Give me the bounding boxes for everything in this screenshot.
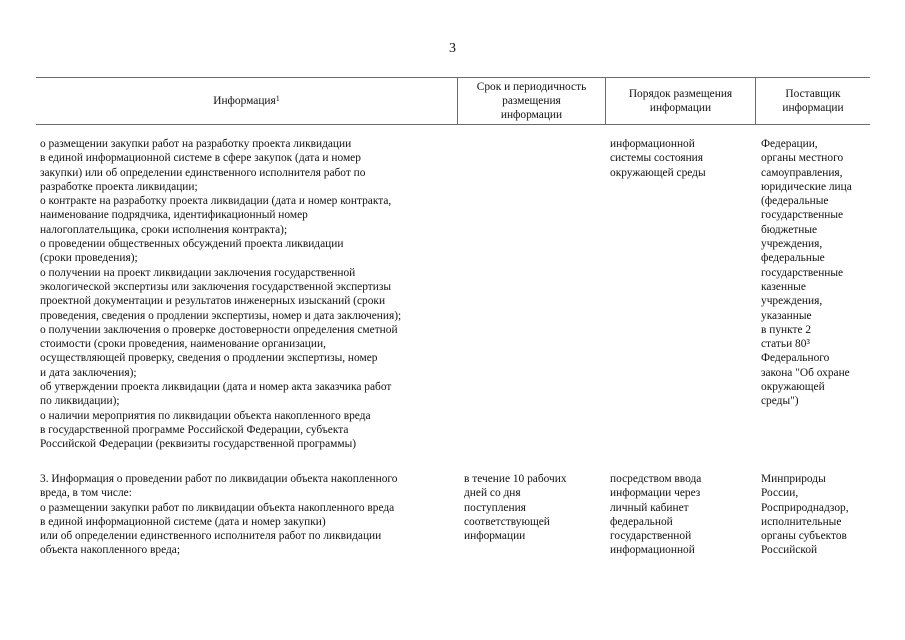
text-line: органы субъектов bbox=[761, 530, 847, 543]
text-line: учреждения, bbox=[761, 238, 823, 251]
text-line: осуществляющей проверку, сведения о продлении экспертизы, номер bbox=[40, 352, 378, 365]
text-line: закона "Об охране bbox=[761, 366, 850, 379]
text-line: России, bbox=[761, 487, 799, 500]
text-line: федеральной bbox=[610, 515, 673, 528]
table-header-bottom-border bbox=[36, 124, 870, 125]
text-line: налогоплательщика, сроки исполнения контракта); bbox=[40, 223, 288, 236]
row1-information bbox=[40, 137, 401, 452]
text-line: о наличии мероприятия по ликвидации объекта накопленного вреда bbox=[40, 409, 371, 422]
text-line: (федеральные bbox=[761, 195, 829, 208]
text-line: в течение 10 рабочих bbox=[464, 473, 567, 485]
text-line: статьи 80³ bbox=[761, 338, 810, 351]
text-line: о контракте на разработку проекта ликвидации (дата и номер контракта, bbox=[40, 195, 392, 208]
text-line: государственные bbox=[761, 266, 844, 279]
text-line: личный кабинет bbox=[610, 501, 689, 514]
text-line: информационной bbox=[610, 138, 695, 150]
header-supplier: Поставщик информации bbox=[782, 88, 844, 114]
text-line: посредством ввода bbox=[610, 473, 702, 485]
text-line: объекта накопленного вреда; bbox=[40, 544, 181, 557]
row1-supplier bbox=[761, 137, 852, 409]
header-order: Порядок размещения информации bbox=[628, 88, 733, 114]
text-line: исполнительные bbox=[761, 515, 842, 528]
text-line: в пункте 2 bbox=[761, 323, 812, 336]
text-line: об утверждении проекта ликвидации (дата и номер акта заказчика работ bbox=[40, 381, 392, 394]
text-line: о получении заключения о проверке достоверности определения сметной bbox=[40, 323, 398, 336]
text-line: поступления bbox=[464, 501, 526, 514]
page-number: 3 bbox=[449, 41, 456, 56]
text-line: системы состояния bbox=[610, 152, 704, 165]
text-line: о размещении закупки работ по ликвидации объекта накопленного вреда bbox=[40, 501, 395, 514]
text-line: среды") bbox=[761, 395, 799, 408]
header-information bbox=[36, 78, 457, 124]
text-line: окружающей среды bbox=[610, 166, 706, 179]
text-line: и дата заключения); bbox=[40, 366, 137, 379]
row2-period bbox=[464, 472, 567, 543]
text-line: (сроки проведения); bbox=[40, 252, 138, 265]
text-line: вреда, в том числе: bbox=[40, 487, 132, 500]
text-line: в государственной программе Российской Федерации, субъекта bbox=[40, 423, 349, 436]
text-line: учреждения, bbox=[761, 295, 823, 308]
text-line: государственной bbox=[610, 530, 692, 543]
text-line: Минприроды bbox=[761, 473, 826, 485]
footnote-marker: 1 bbox=[275, 94, 280, 103]
row2-information bbox=[40, 472, 398, 558]
text-line: Федерации, bbox=[761, 138, 818, 150]
text-line: Федерального bbox=[761, 352, 830, 365]
row1-order bbox=[610, 137, 706, 180]
header-period: Срок и периодичность размещения информации bbox=[476, 81, 587, 121]
header-information-label: Информация bbox=[213, 95, 276, 107]
text-line: по ликвидации); bbox=[40, 395, 120, 408]
text-line: казенные bbox=[761, 280, 806, 293]
text-line: разработке проекта ликвидации; bbox=[40, 180, 198, 193]
text-line: органы местного bbox=[761, 152, 844, 165]
text-line: Российской bbox=[761, 544, 818, 557]
text-line: проектной документации и результатов инженерных изысканий (сроки bbox=[40, 295, 386, 308]
text-line: о получении на проект ликвидации заключения государственной bbox=[40, 266, 356, 279]
text-line: самоуправления, bbox=[761, 166, 843, 179]
text-line: информационной bbox=[610, 544, 695, 557]
text-line: дней со дня bbox=[464, 487, 521, 500]
text-line: федеральные bbox=[761, 252, 825, 265]
text-line: окружающей bbox=[761, 381, 825, 394]
text-line: экологической экспертизы или заключения государственной экспертизы bbox=[40, 280, 391, 293]
text-line: о проведении общественных обсуждений проекта ликвидации bbox=[40, 238, 344, 251]
text-line: соответствующей bbox=[464, 515, 550, 528]
text-line: закупки) или об определении единственного исполнителя работ по bbox=[40, 166, 366, 179]
text-line: бюджетные bbox=[761, 223, 818, 236]
text-line: наименование подрядчика, идентификационный номер bbox=[40, 209, 308, 222]
text-line: юридические лица bbox=[761, 180, 852, 193]
text-line: Росприроднадзор, bbox=[761, 501, 849, 514]
text-line: 3. Информация о проведении работ по ликвидации объекта накопленного bbox=[40, 473, 398, 485]
row2-order bbox=[610, 472, 701, 558]
text-line: или об определении единственного исполнителя работ по ликвидации bbox=[40, 530, 382, 543]
text-line: проведения, сведения о продлении экспертизы, номер и дата заключения); bbox=[40, 309, 402, 322]
text-line: информации bbox=[464, 530, 526, 543]
text-line: о размещении закупки работ на разработку проекта ликвидации bbox=[40, 138, 352, 150]
text-line: стоимости (сроки проведения, наименование организации, bbox=[40, 338, 326, 351]
text-line: указанные bbox=[761, 309, 812, 322]
text-line: информации через bbox=[610, 487, 701, 500]
text-line: Российской Федерации (реквизиты государственной программы) bbox=[40, 438, 357, 451]
row2-supplier bbox=[761, 472, 849, 558]
text-line: в единой информационной системе (дата и номер закупки) bbox=[40, 515, 326, 528]
text-line: государственные bbox=[761, 209, 844, 222]
text-line: в единой информационной системе в сфере закупок (дата и номер bbox=[40, 152, 361, 165]
